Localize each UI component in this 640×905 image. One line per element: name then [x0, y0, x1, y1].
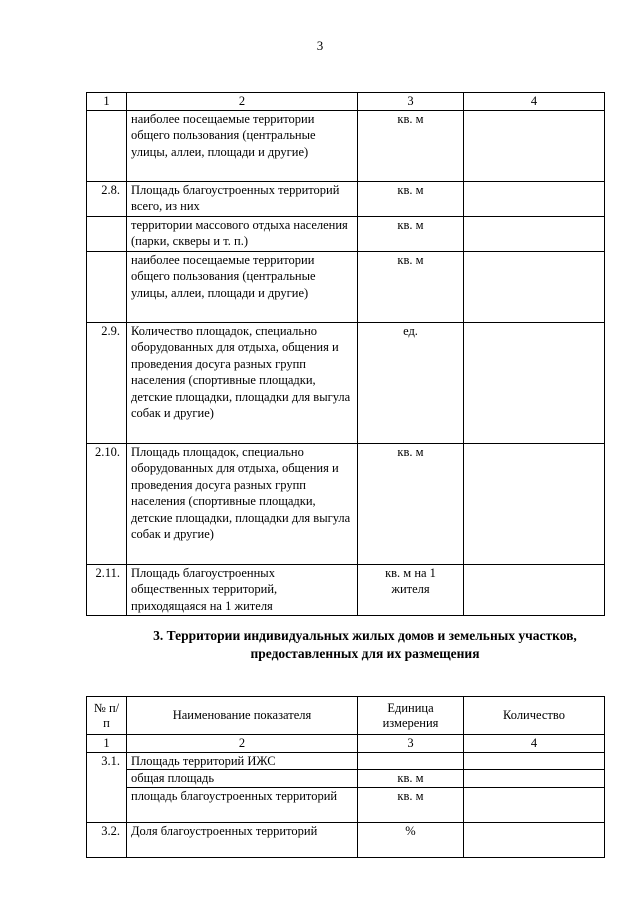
- indicator-name: наиболее посещаемые территории общего пользования (центральные улицы, аллеи, площади и другие): [127, 251, 358, 322]
- row-number: 3.2.: [87, 822, 127, 857]
- section-title-line: предоставленных для их размещения: [250, 646, 480, 661]
- table-row: [87, 110, 605, 181]
- column-number: 2: [127, 93, 358, 111]
- ijs-indicators-table: [86, 696, 605, 858]
- table-row: [87, 770, 605, 788]
- unit-cell: ед.: [358, 322, 464, 443]
- table-row: [87, 322, 605, 443]
- indicator-name: общая площадь: [127, 770, 358, 788]
- unit-cell: кв. м: [358, 787, 464, 822]
- column-number: 4: [464, 93, 605, 111]
- indicator-name: Площадь площадок, специально оборудованных для отдыха, общения и проведения досуга разных групп населения (спортивные площадки, детские площадки, площадки для выгула собак и другие): [127, 443, 358, 564]
- unit-cell: кв. м: [358, 443, 464, 564]
- table-row: [87, 216, 605, 251]
- unit-cell: [358, 752, 464, 770]
- row-number: [87, 251, 127, 322]
- quantity-cell: [464, 322, 605, 443]
- section-title: [100, 627, 630, 663]
- table-column-numbers-row: [87, 93, 605, 111]
- indicator-name: площадь благоустроенных территорий: [127, 787, 358, 822]
- column-number: 1: [87, 93, 127, 111]
- quantity-cell: [464, 251, 605, 322]
- column-number: 2: [127, 735, 358, 753]
- indicator-name: территории массового отдыха населения (парки, скверы и т. п.): [127, 216, 358, 251]
- unit-cell: кв. м на 1 жителя: [358, 564, 464, 615]
- unit-cell: кв. м: [358, 110, 464, 181]
- unit-cell: кв. м: [358, 216, 464, 251]
- row-number: 2.11.: [87, 564, 127, 615]
- quantity-cell: [464, 110, 605, 181]
- unit-cell: кв. м: [358, 770, 464, 788]
- column-number: 3: [358, 735, 464, 753]
- indicator-name: наиболее посещаемые территории общего пользования (центральные улицы, аллеи, площади и другие): [127, 110, 358, 181]
- column-header: № п/п: [87, 697, 127, 735]
- unit-cell: %: [358, 822, 464, 857]
- quantity-cell: [464, 770, 605, 788]
- indicator-name: Площадь территорий ИЖС: [127, 752, 358, 770]
- unit-cell: кв. м: [358, 181, 464, 216]
- table-row: [87, 443, 605, 564]
- quantity-cell: [464, 752, 605, 770]
- indicator-name: Количество площадок, специально оборудованных для отдыха, общения и проведения досуга разных групп населения (спортивные площадки, детские площадки, площадки для выгула собак и другие): [127, 322, 358, 443]
- indicator-name: Доля благоустроенных территорий: [127, 822, 358, 857]
- section-title-line: 3. Территории индивидуальных жилых домов и земельных участков,: [153, 628, 577, 643]
- row-number: 2.8.: [87, 181, 127, 216]
- table-column-numbers-row: [87, 735, 605, 753]
- unit-cell: кв. м: [358, 251, 464, 322]
- indicator-name: Площадь благоустроенных территорий всего, из них: [127, 181, 358, 216]
- quantity-cell: [464, 216, 605, 251]
- column-header: Количество: [464, 697, 605, 735]
- row-number: [87, 216, 127, 251]
- table-row: [87, 787, 605, 822]
- table-row: [87, 752, 605, 770]
- column-number: 1: [87, 735, 127, 753]
- table-header-row: [87, 697, 605, 735]
- row-number: 3.1.: [87, 752, 127, 822]
- indicator-name: Площадь благоустроенных общественных территорий, приходящаяся на 1 жителя: [127, 564, 358, 615]
- table-row: [87, 181, 605, 216]
- column-header: Наименование показателя: [127, 697, 358, 735]
- quantity-cell: [464, 822, 605, 857]
- column-header: Единица измерения: [358, 697, 464, 735]
- quantity-cell: [464, 443, 605, 564]
- row-number: 2.10.: [87, 443, 127, 564]
- row-number: [87, 110, 127, 181]
- page-number: 3: [316, 38, 324, 53]
- indicators-table-continued: [86, 92, 605, 616]
- table-row: [87, 251, 605, 322]
- table-row: [87, 564, 605, 615]
- quantity-cell: [464, 787, 605, 822]
- column-number: 4: [464, 735, 605, 753]
- table-row: [87, 822, 605, 857]
- column-number: 3: [358, 93, 464, 111]
- quantity-cell: [464, 564, 605, 615]
- row-number: 2.9.: [87, 322, 127, 443]
- quantity-cell: [464, 181, 605, 216]
